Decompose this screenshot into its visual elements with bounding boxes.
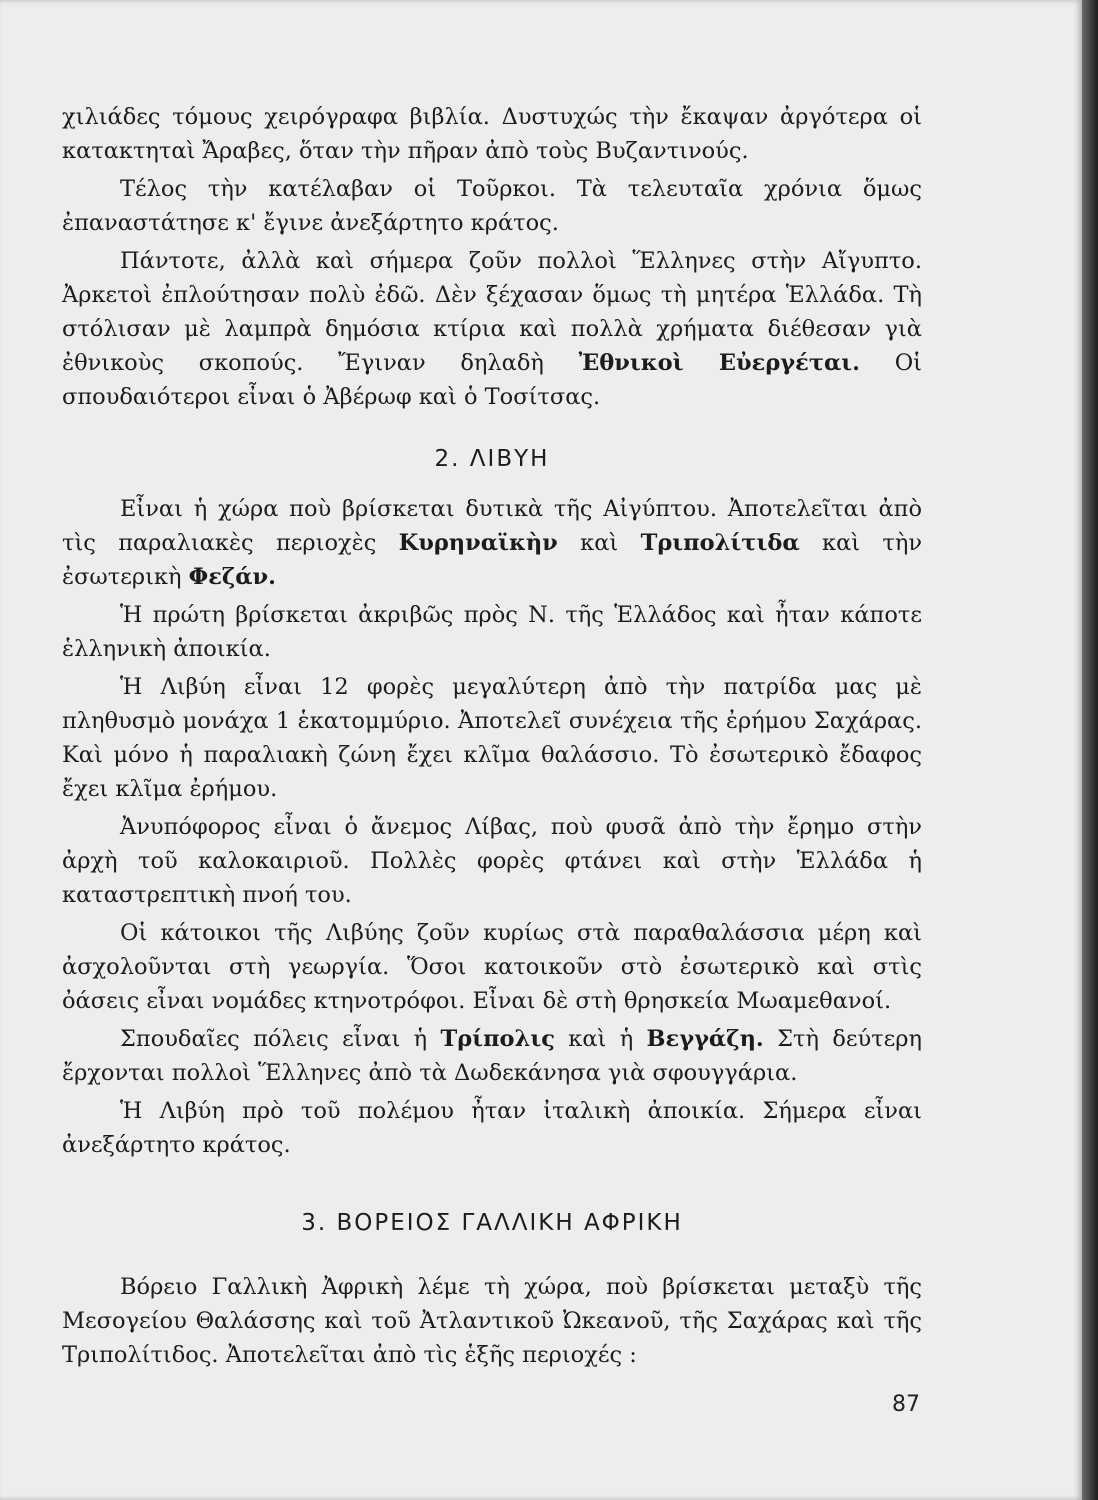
section-heading-libya: 2. ΛΙΒΥΗ [434,446,550,472]
paragraph: Ἡ Λιβύη εἶναι 12 φορὲς μεγαλύτερη ἀπὸ τὴν πατρίδα μας μὲ πληθυσμὸ μονάχα 1 ἑκατομμύριο. Ἀποτελεῖ συνέχεια τῆς ἐρήμου Σαχάρας. Καὶ μόνο ἡ παραλιακὴ ζώνη ἔχει κλῖμα θαλάσσιο. Τὸ ἐσωτερικὸ ἔδαφος ἔχει κλῖμα ἐρήμου. [62,674,922,802]
bold-term: Βεγγάζη. [646,1026,764,1052]
section-heading-north-africa: 3. ΒΟΡΕΙΟΣ ΓΑΛΛΙΚΗ ΑΦΡΙΚΗ [301,1210,683,1236]
bold-term: Κυρηναϊκὴν [398,530,558,556]
paragraph: Πάντοτε, ἀλλὰ καὶ σήμερα ζοῦν πολλοὶ Ἕλληνες στὴν Αἴγυπτο. Ἀρκετοὶ ἐπλούτησαν πολὺ ἐδῶ. Δὲν ξέχασαν ὅμως τὴ μητέρα Ἑλλάδα. Τὴ στόλισαν μὲ λαμπρὰ δημόσια κτίρια καὶ πολλὰ χρήματα διέθεσαν γιὰ ἐθνικοὺς σκοπούς. Ἔγιναν δηλαδὴ Ἐθνικοὶ Εὐεργέται. Οἱ σπουδαιότεροι εἶναι ὁ Ἀβέρωφ καὶ ὁ Τοσίτσας. [62,248,922,410]
paragraph: Τέλος τὴν κατέλαβαν οἱ Τοῦρκοι. Τὰ τελευταῖα χρόνια ὅμως ἐπαναστάτησε κ' ἔγινε ἀνεξάρτητο κράτος. [62,176,922,236]
page-number: 87 [892,1392,920,1417]
bold-term: Ἐθνικοὶ Εὐεργέται. [578,350,860,376]
paragraph: Ἡ Λιβύη πρὸ τοῦ πολέμου ἦταν ἰταλικὴ ἀποικία. Σήμερα εἶναι ἀνεξάρτητο κράτος. [62,1098,922,1158]
paragraph: Ἀνυπόφορος εἶναι ὁ ἄνεμος Λίβας, ποὺ φυσᾶ ἀπὸ τὴν ἔρημο στὴν ἀρχὴ τοῦ καλοκαιριοῦ. Πολλὲς φορὲς φτάνει καὶ στὴν Ἑλλάδα ἡ καταστρεπτικὴ πνοή του. [62,814,922,908]
paragraph: Ἡ πρώτη βρίσκεται ἀκριβῶς πρὸς Ν. τῆς Ἑλλάδος καὶ ἦταν κάποτε ἑλληνικὴ ἀποικία. [62,602,922,662]
paragraph: Οἱ κάτοικοι τῆς Λιβύης ζοῦν κυρίως στὰ παραθαλάσσια μέρη καὶ ἀσχολοῦνται στὴ γεωργία. Ὅσοι κατοικοῦν στὸ ἐσωτερικὸ καὶ στὶς ὀάσεις εἶναι νομάδες κτηνοτρόφοι. Εἶναι δὲ στὴ θρησκεία Μωαμεθανοί. [62,920,922,1014]
bold-term: Φεζάν. [188,564,277,590]
page-text [62,100,922,1372]
paragraph: Εἶναι ἡ χώρα ποὺ βρίσκεται δυτικὰ τῆς Αἰγύπτου. Ἀποτελεῖται ἀπὸ τὶς παραλιακὲς περιοχὲς Κυρηναϊκὴν καὶ Τριπολίτιδα καὶ τὴν ἐσωτερικὴ Φεζάν. [62,496,923,590]
paragraph: Βόρειο Γαλλικὴ Ἀφρικὴ λέμε τὴ χώρα, ποὺ βρίσκεται μεταξὺ τῆς Μεσογείου Θαλάσσης καὶ τοῦ Ἀτλαντικοῦ Ὠκεανοῦ, τῆς Σαχάρας καὶ τῆς Τριπολίτιδος. Ἀποτελεῖται ἀπὸ τὶς ἑξῆς περιοχές : [62,1274,922,1368]
page-edge-shadow [1082,0,1098,1500]
bold-term: Τριπολίτιδα [640,530,800,556]
bold-term: Τρίπολις [440,1026,555,1052]
paragraph: Σπουδαῖες πόλεις εἶναι ἡ Τρίπολις καὶ ἡ Βεγγάζη. Στὴ δεύτερη ἔρχονται πολλοὶ Ἕλληνες ἀπὸ τὰ Δωδεκάνησα γιὰ σφουγγάρια. [62,1026,923,1086]
paragraph: χιλιάδες τόμους χειρόγραφα βιβλία. Δυστυχώς τὴν ἔκαψαν ἀργότερα οἱ κατακτηταὶ Ἄραβες, ὅταν τὴν πῆραν ἀπὸ τοὺς Βυζαντινούς. [62,104,922,164]
